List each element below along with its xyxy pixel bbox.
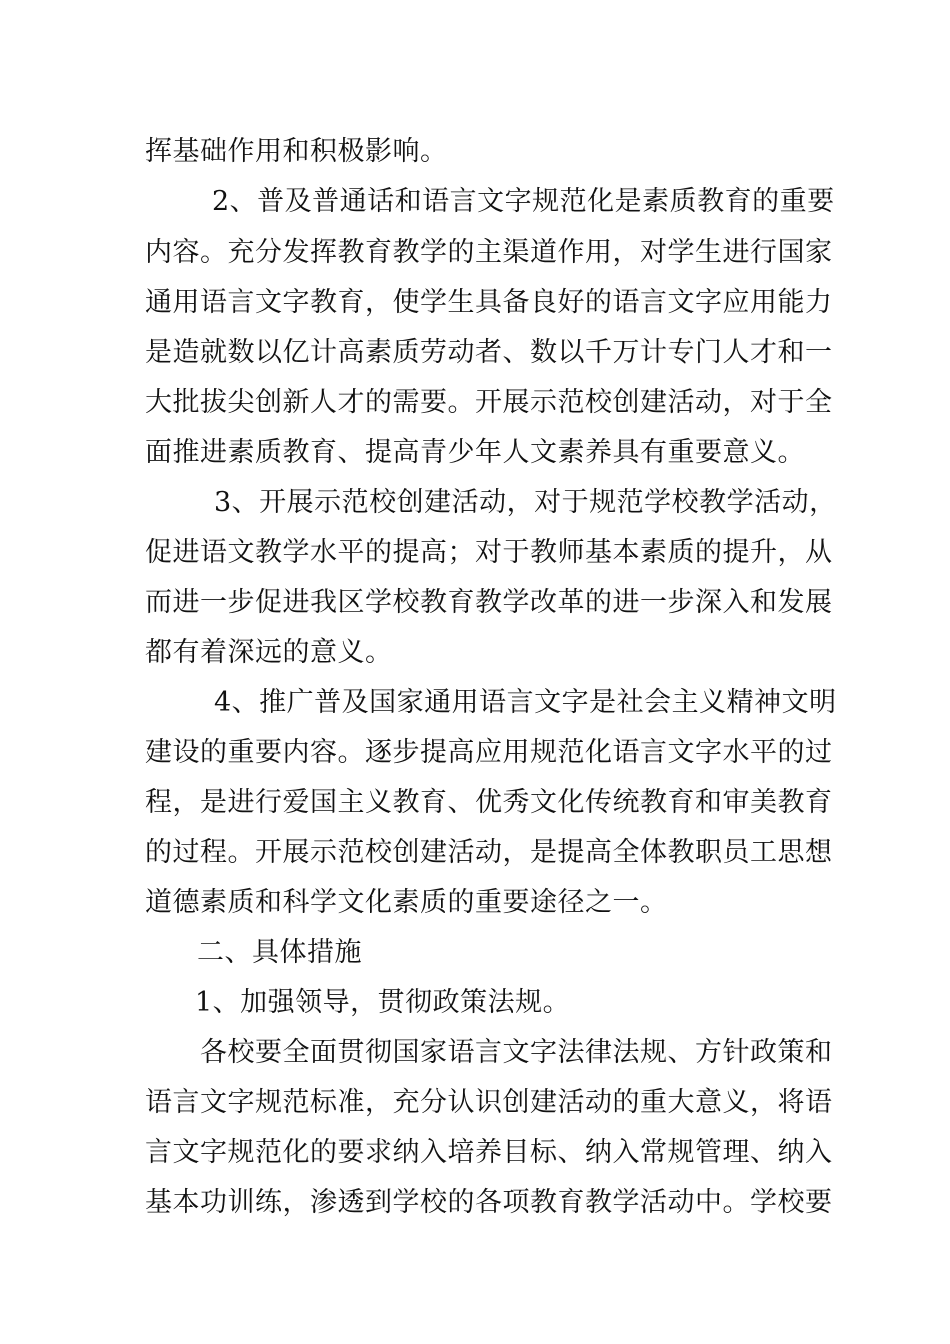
text-line: 是造就数以亿计高素质劳动者、数以千万计专门人才和一 [145, 337, 833, 368]
text-line: 通用语言文字教育，使学生具备良好的语言文字应用能力 [145, 287, 833, 318]
paragraph-2-first-line: 2、普及普通话和语言文字规范化是素质教育的重要 [212, 186, 835, 217]
section-heading: 二、具体措施 [197, 937, 362, 968]
text-line: 语言文字规范标准，充分认识创建活动的重大意义，将语 [145, 1087, 833, 1118]
text-line: 促进语文教学水平的提高；对于教师基本素质的提升，从 [145, 537, 833, 568]
text-line: 建设的重要内容。逐步提高应用规范化语言文字水平的过 [145, 737, 833, 768]
paragraph-3-first-line: 3、开展示范校创建活动，对于规范学校教学活动， [214, 487, 837, 518]
text-line: 程，是进行爱国主义教育、优秀文化传统教育和审美教育 [145, 787, 833, 818]
text-line: 都有着深远的意义。 [145, 637, 393, 668]
text-line: 大批拔尖创新人才的需要。开展示范校创建活动，对于全 [145, 387, 833, 418]
text-line: 的过程。开展示范校创建活动，是提高全体教职员工思想 [145, 837, 833, 868]
text-line: 而进一步促进我区学校教育教学改革的进一步深入和发展 [145, 587, 833, 618]
text-line: 面推进素质教育、提高青少年人文素养具有重要意义。 [145, 437, 805, 468]
text-line: 挥基础作用和积极影响。 [145, 136, 448, 167]
subsection-heading: 1、加强领导，贯彻政策法规。 [195, 987, 571, 1018]
paragraph-4-first-line: 4、推广普及国家通用语言文字是社会主义精神文明 [214, 687, 837, 718]
text-line: 道德素质和科学文化素质的重要途径之一。 [145, 887, 668, 918]
text-line: 基本功训练，渗透到学校的各项教育教学活动中。学校要 [145, 1187, 833, 1218]
text-line: 言文字规范化的要求纳入培养目标、纳入常规管理、纳入 [145, 1137, 833, 1168]
text-line: 内容。充分发挥教育教学的主渠道作用，对学生进行国家 [145, 237, 833, 268]
paragraph-5-first-line: 各校要全面贯彻国家语言文字法律法规、方针政策和 [200, 1037, 833, 1068]
